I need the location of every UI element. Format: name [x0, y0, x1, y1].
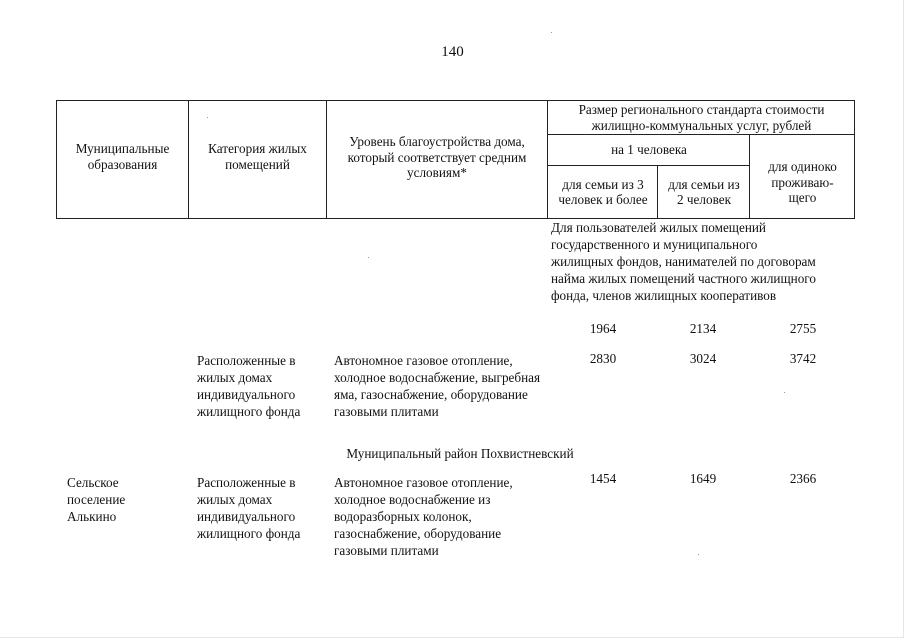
- scan-speck: [784, 392, 785, 393]
- row1-family3-value: 1964: [589, 321, 617, 336]
- header-per-person: на 1 человека: [611, 142, 687, 158]
- row1-family2-value: 2134: [689, 321, 717, 336]
- page-number: 140: [441, 44, 464, 60]
- row3-family3-value: 1454: [589, 471, 617, 486]
- row2-family3-value: 2830: [589, 351, 617, 366]
- header-level: Уровень благоустройства дома, который соответствует средним условиям*: [347, 134, 527, 181]
- scan-speck: [551, 32, 552, 33]
- header-category: Категория жилых помещений: [208, 141, 307, 172]
- scan-speck: [207, 117, 208, 118]
- header-municipal: Муниципальные образования: [75, 141, 170, 172]
- district-title: Муниципальный район Похвистневский: [346, 446, 574, 461]
- row1-single-value: 2755: [789, 321, 817, 336]
- row2-single-value: 3742: [789, 351, 817, 366]
- row2-level: Автономное газовое отопление, холодное водоснабжение, выгребная яма, газоснабжение, оборудование газовыми плитами: [334, 353, 541, 419]
- row2-family2-value: 3024: [689, 351, 717, 366]
- scan-speck: [368, 257, 369, 258]
- row3-family2-value: 1649: [689, 471, 717, 486]
- users-note: Для пользователей жилых помещений государственного и муниципального жилищных фондов, нанимателей по договорам найма жилых помещений частного жилищного фонда, членов жилищных кооперативов: [551, 220, 816, 303]
- header-single: для одиноко проживаю-щего: [768, 159, 837, 206]
- scan-speck: [698, 554, 699, 555]
- row3-municipal: Сельское поселение Алькино: [67, 475, 126, 524]
- row3-category: Расположенные в жилых домах индивидуального жилищного фонда: [197, 475, 301, 541]
- row3-level: Автономное газовое отопление, холодное водоснабжение из водоразборных колонок, газоснабжение, оборудование газовыми плитами: [334, 475, 513, 558]
- row3-single-value: 2366: [789, 471, 817, 486]
- row2-category: Расположенные в жилых домах индивидуального жилищного фонда: [197, 353, 301, 419]
- header-family-3: для семьи из 3 человек и более: [558, 176, 648, 207]
- header-size-group: Размер регионального стандарта стоимости жилищно-коммунальных услуг, рублей: [578, 102, 825, 133]
- header-family-2: для семьи из 2 человек: [668, 176, 740, 207]
